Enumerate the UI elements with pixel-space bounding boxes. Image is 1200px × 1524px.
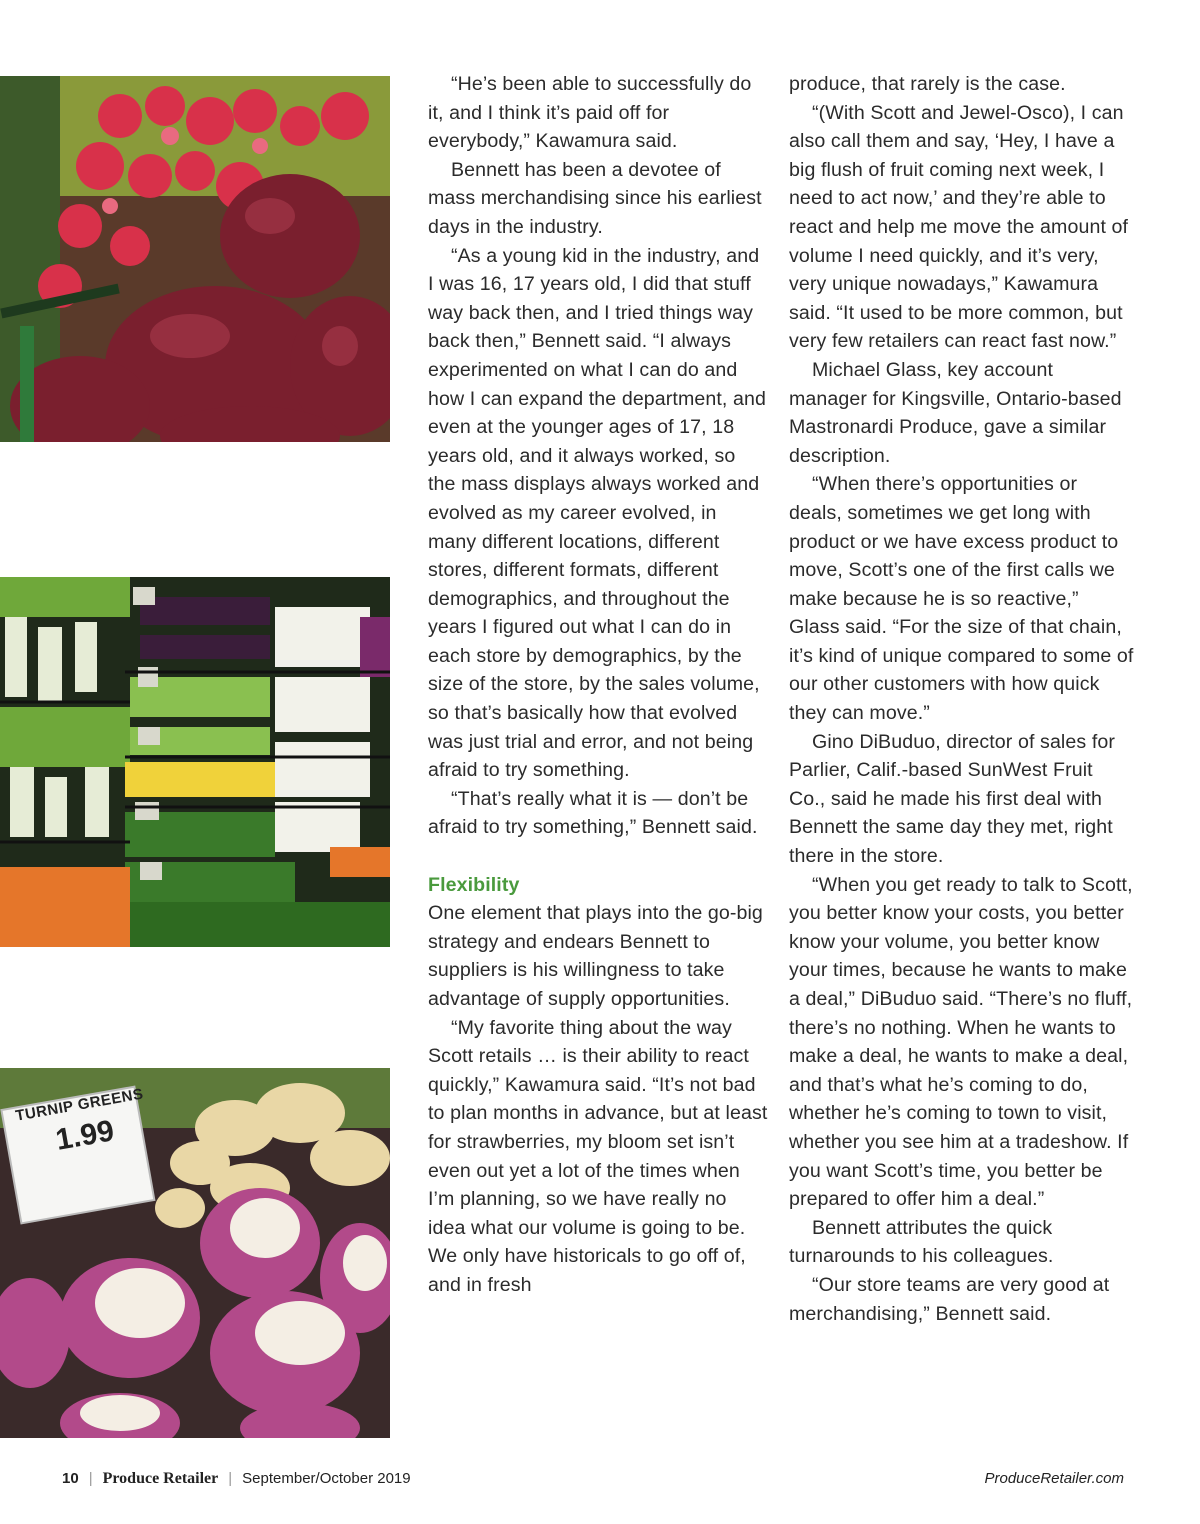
paragraph: “When you get ready to talk to Scott, you better know your costs, you better know your volume, you better know your times, because he wants to make a deal,” DiBuduo said. “There’s no fluff, there’s no nothing. When he wants to make a deal, he wants to make a deal, and that’s what he’s coming to do, whether he’s coming to town to visit, whether you see him at a tradeshow. If you want Scott’s time, you better be prepared to offer him a deal.” [789,873,1133,1211]
paragraph: “My favorite thing about the way Scott retails … is their ability to react quickly,” Kawamura said. “It’s not bad to plan months in advance, but at least for strawberries, my bloom set isn’t even out yet a lot of the times when I’m planning, so we have really no idea what our volume is going to be. We only have historicals to go off of, and in fresh [428,1016,768,1296]
issue-date: September/October 2019 [242,1470,411,1487]
produce-shelves-photo [0,577,390,947]
paragraph: “He’s been able to successfully do it, and I think it’s paid off for everybody,” Kawamura said. [428,73,752,153]
paragraph: Bennett attributes the quick turnarounds to his colleagues. [789,1216,1054,1268]
paragraph: “Our store teams are very good at merchandising,” Bennett said. [789,1273,1110,1325]
paragraph: Michael Glass, key account manager for Kingsville, Ontario-based Mastronardi Produce, gave a similar description. [789,358,1122,467]
subhead-flexibility: Flexibility [428,873,520,896]
paragraph: Bennett has been a devotee of mass merchandising since his earliest days in the industry. [428,158,762,238]
article-column-2 [789,70,1134,1328]
turnips-photo [0,1068,390,1438]
paragraph: “That’s really what it is — don’t be afraid to try something,” Bennett said. [428,787,758,839]
article-column-1 [428,70,768,1300]
website-url: ProduceRetailer.com [984,1470,1124,1487]
paragraph: Gino DiBuduo, director of sales for Parlier, Calif.-based SunWest Fruit Co., said he made his first deal with Bennett the same day they met, right there in the store. [789,730,1115,868]
paragraph: “As a young kid in the industry, and I was 16, 17 years old, I did that stuff way back then, and I tried things way back then,” Bennett said. “I always experimented on what I can do and how I can expand the department, and even at the younger ages of 17, 18 years old, and it always worked, so the mass displays always worked and evolved as my career evolved, in many different locations, different stores, different formats, different demographics, and throughout the years I figured out what I can do in each store by demographics, by the size of the store, by the sales volume, so that’s basically how that evolved was just trial and error, and not being afraid to try something. [428,244,767,782]
paragraph: produce, that rarely is the case. [789,73,1066,95]
price-sign-title: TURNIP GREENS [14,1085,145,1125]
publication-name: Produce Retailer [102,1470,219,1487]
paragraph: One element that plays into the go-big strategy and endears Bennett to suppliers is his willingness to take advantage of supply opportunities. [428,902,763,1010]
page-number: 10 [62,1470,79,1487]
price-sign-price: 1.99 [53,1114,117,1157]
paragraph: “When there’s opportunities or deals, sometimes we get long with product or we have excess product to move, Scott’s one of the first calls we make because he is so reactive,” Glass said. “For the size of that chain, it’s kind of unique compared to some of our other customers with how quick they can move.” [789,473,1134,725]
beets-radishes-photo [0,76,390,442]
page-footer: 10 | Produce Retailer | September/October 2019 ProduceRetailer.com [62,1470,1124,1487]
paragraph: “(With Scott and Jewel-Osco), I can also call them and say, ‘Hey, I have a big flush of fruit coming next week, I need to act now,’ and they’re able to react and help me move the amount of volume I need quickly, and it’s very, very unique nowadays,” Kawamura said. “It used to be more common, but very few retailers can react fast now.” [789,101,1129,353]
